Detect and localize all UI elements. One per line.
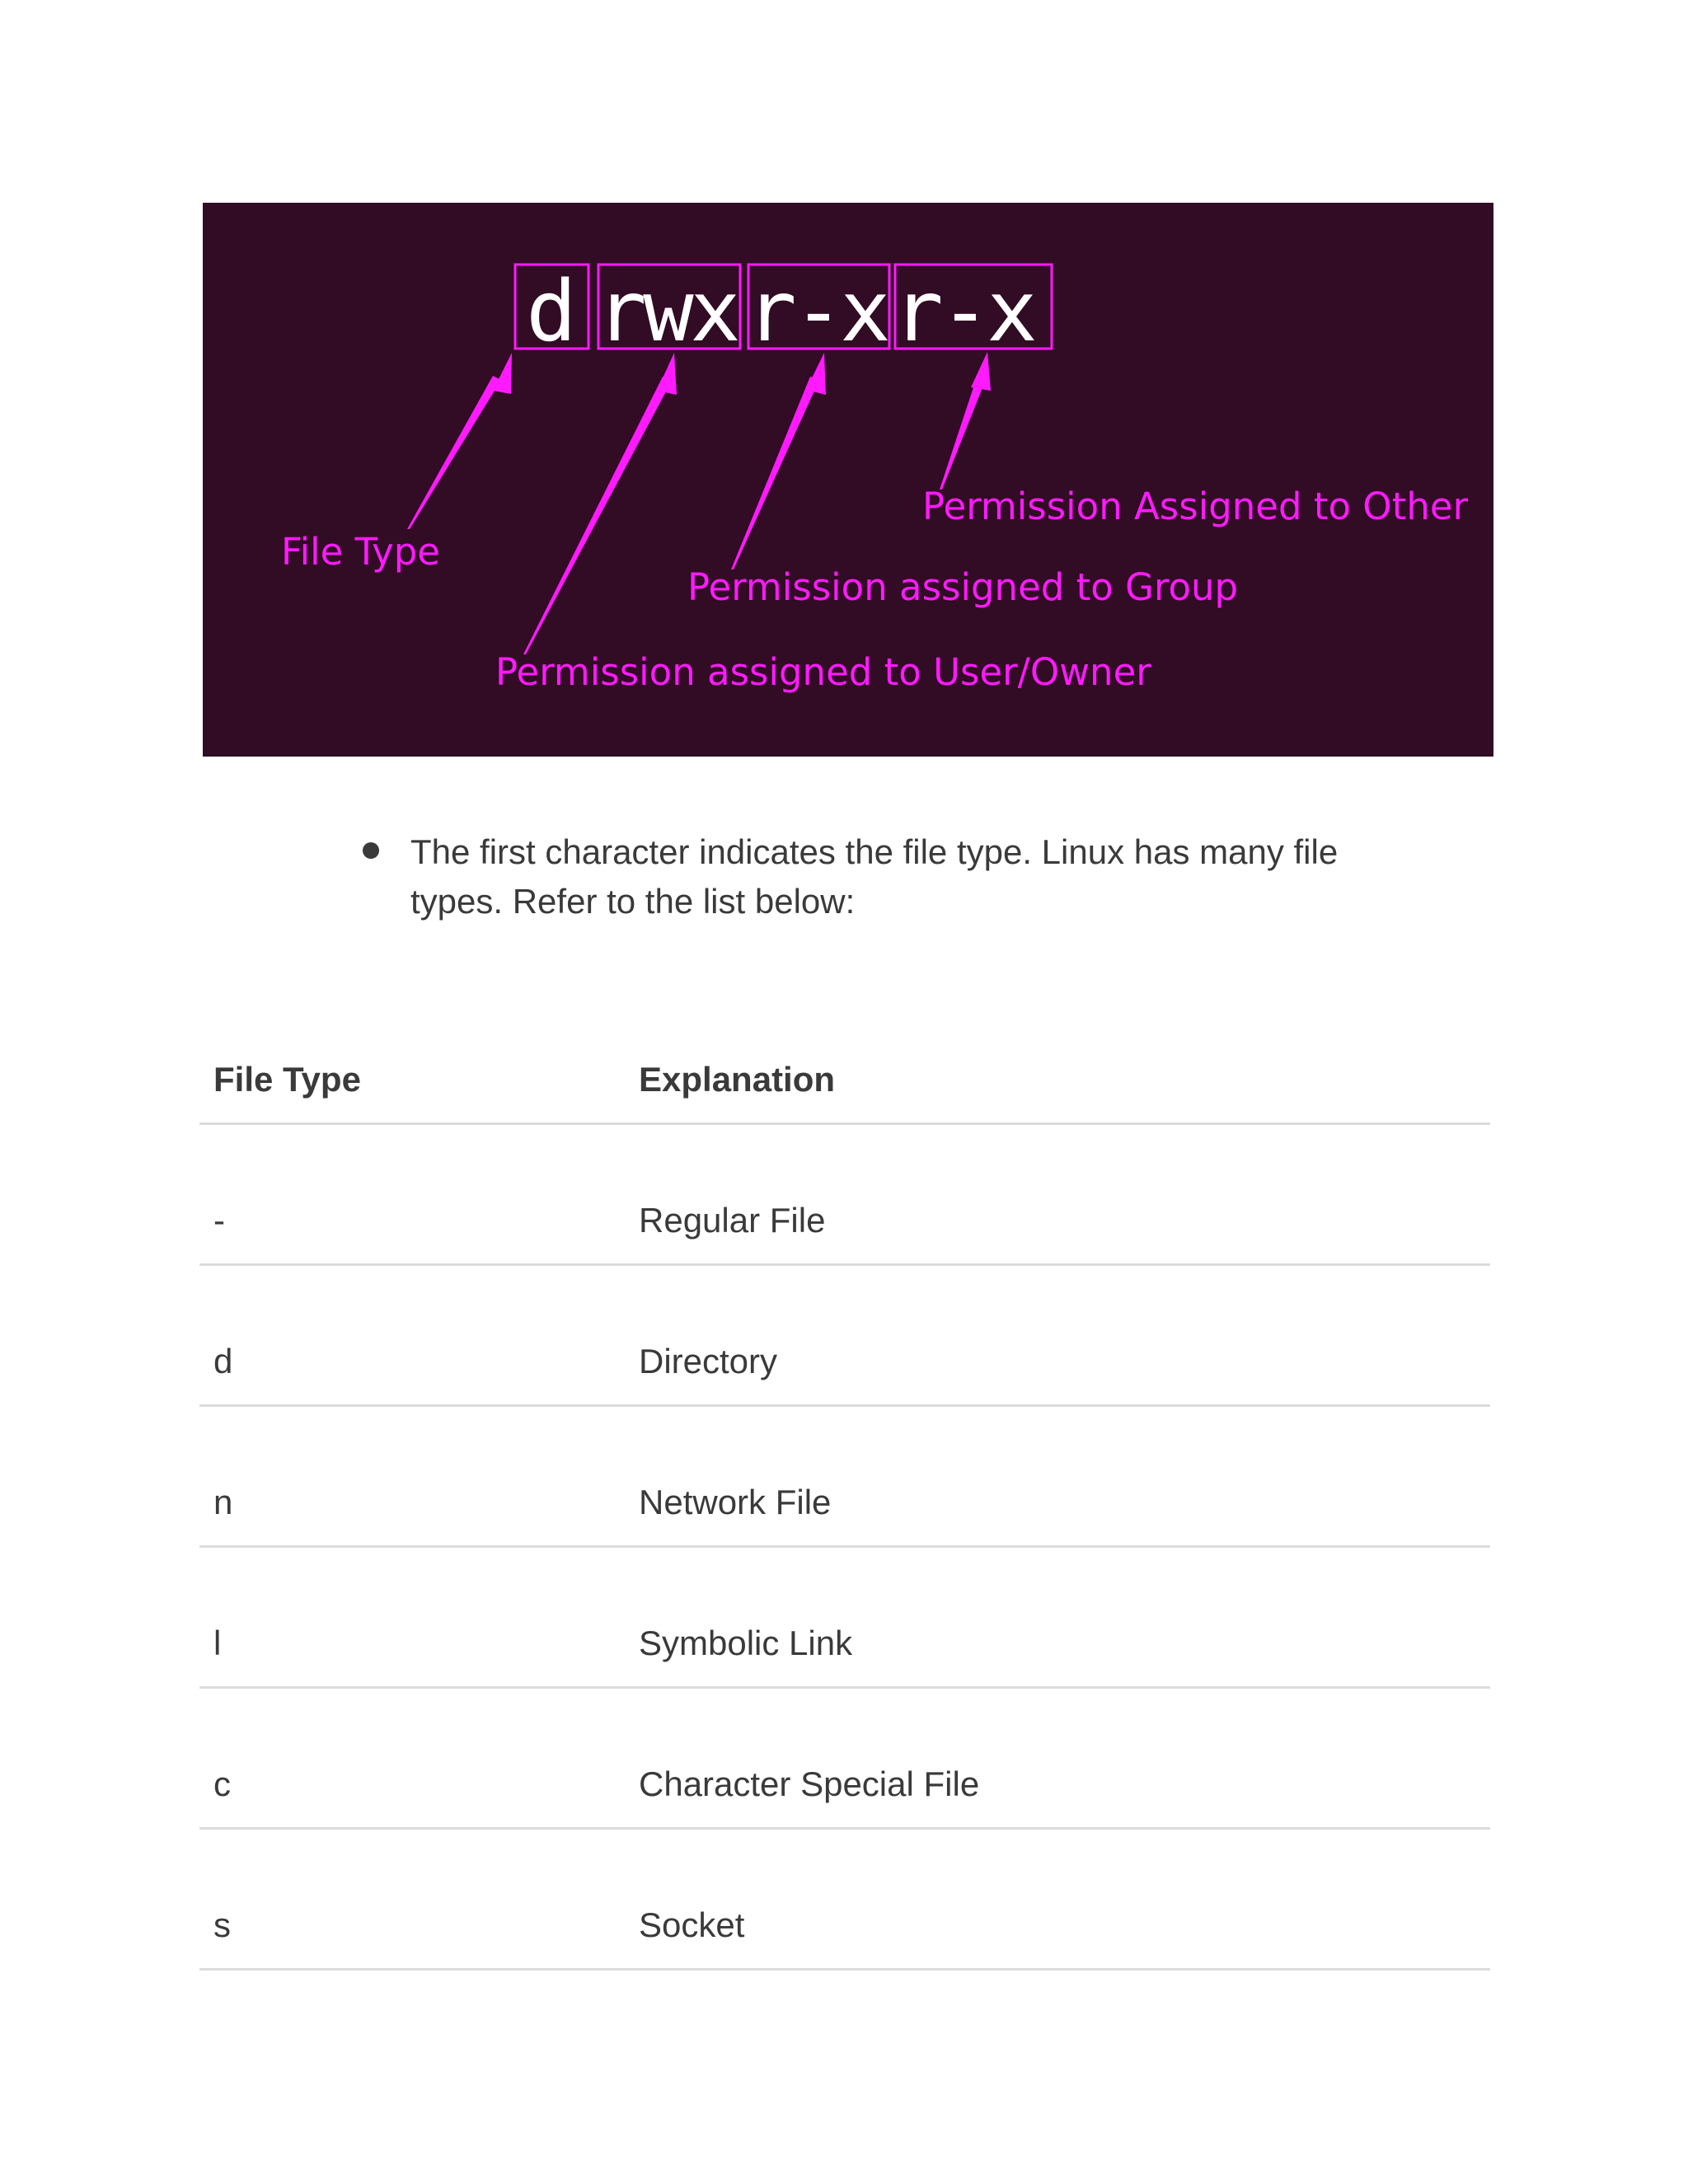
explanation-cell: Regular File (639, 1201, 826, 1240)
file-type-cell: l (213, 1624, 222, 1662)
file-type-cell: s (213, 1905, 231, 1944)
label-group: Permission assigned to Group (687, 565, 1239, 609)
bullet-icon (363, 842, 379, 859)
table-row (199, 1548, 1490, 1689)
perm-char: r (596, 263, 647, 361)
table-row (199, 1125, 1490, 1266)
arrow-icon (731, 353, 826, 569)
arrow-icon (523, 353, 677, 654)
bullet-text: The first character indicates the file type. Linux has many file types. Refer to the list below: (410, 832, 1339, 921)
file-type-cell: d (213, 1342, 233, 1380)
table-row (199, 1689, 1490, 1830)
permission-diagram (203, 203, 1493, 757)
explanation-cell: Network File (639, 1483, 832, 1521)
label-file-type: File Type (281, 530, 440, 574)
perm-char: r (746, 263, 797, 361)
file-type-table (199, 1030, 1490, 1971)
perm-char: r (893, 263, 944, 361)
label-other: Permission Assigned to Other (922, 485, 1469, 528)
arrow-icon (940, 352, 991, 490)
table-row (199, 1407, 1490, 1548)
file-type-cell: n (213, 1483, 233, 1521)
explanation-cell: Character Special File (639, 1765, 980, 1803)
table-header-row (199, 1030, 1490, 1125)
perm-char: - (793, 263, 844, 361)
perm-char: x (840, 263, 891, 361)
perm-char: w (643, 263, 694, 361)
perm-char: x (987, 263, 1038, 361)
perm-char: d (526, 263, 577, 361)
table-row (199, 1266, 1490, 1407)
table-row (199, 1830, 1490, 1971)
perm-char: - (940, 263, 991, 361)
arrow-icon (407, 353, 512, 529)
file-type-cell: - (213, 1201, 225, 1240)
explanation-cell: Socket (639, 1905, 745, 1944)
header-explanation: Explanation (639, 1060, 836, 1099)
permission-diagram-svg (203, 203, 1493, 757)
header-file-type: File Type (213, 1060, 361, 1099)
explanation-cell: Symbolic Link (639, 1624, 853, 1662)
file-type-cell: c (213, 1765, 231, 1803)
explanation-cell: Directory (639, 1342, 778, 1380)
label-user-owner: Permission assigned to User/Owner (495, 650, 1151, 694)
perm-char: x (690, 263, 741, 361)
